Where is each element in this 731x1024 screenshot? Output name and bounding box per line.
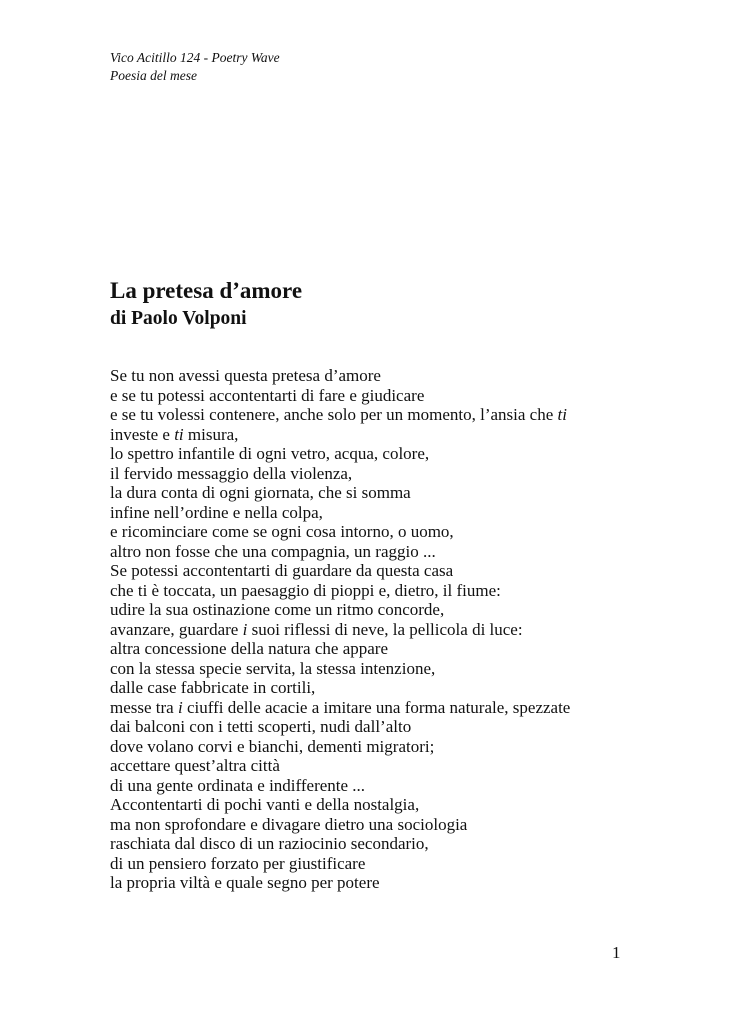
document-header [110,49,280,85]
poem-line-italic-segment: ti [174,424,184,444]
title-block [110,276,302,332]
poem-line-segment: investe e [110,424,175,444]
poem-line [110,600,710,620]
poem-line [110,444,710,464]
poem-line [110,776,710,796]
poem-line-segment: e se tu volessi contenere, anche solo per un momento, l’ansia che [110,405,558,424]
poem-line [110,386,710,406]
poem-line-segment: ciuffi delle acacie a imitare una forma naturale, spezzate [182,697,571,717]
poem-line [110,561,710,581]
poem-line [110,542,710,562]
poem-line [110,620,710,640]
header-section: Poesia del mese [110,68,197,83]
poem-line [110,464,710,484]
poem-line [110,834,710,854]
poem-line-segment: Se tu non avessi questa pretesa d’amore [110,366,381,385]
poem-line-segment: la dura conta di ogni giornata, che si somma [110,483,411,502]
poem-line-segment: altra concessione della natura che appare [110,639,388,658]
poem-line [110,522,710,542]
poem-line [110,425,710,445]
poem-line-segment: Se potessi accontentarti di guardare da questa casa [110,561,454,580]
poem-line [110,639,710,659]
poem-line-segment: e se tu potessi accontentarti di fare e giudicare [110,385,425,405]
poem-line-segment: che ti è toccata, un paesaggio di pioppi e, dietro, il fiume: [110,580,501,600]
poem-author: di Paolo Volponi [110,308,247,329]
poem-line [110,795,710,815]
poem-line-segment: altro non fosse che una compagnia, un raggio ... [110,541,436,561]
poem-line [110,366,710,386]
poem-line-segment: con la stessa specie servita, la stessa intenzione, [110,658,436,678]
poem-line [110,405,710,425]
poem-line-segment: suoi riflessi di neve, la pellicola di luce: [247,619,523,639]
poem-line [110,854,710,874]
poem-line-segment: raschiata dal disco di un raziocinio secondario, [110,834,429,853]
poem-line-italic-segment: ti [557,405,567,424]
poem-line [110,717,710,737]
poem-line [110,873,710,893]
poem-line-segment: ma non sprofondare e divagare dietro una sociologia [110,814,468,834]
poem-line [110,756,710,776]
poem-line-segment: udire la sua ostinazione come un ritmo concorde, [110,600,445,619]
poem-line [110,698,710,718]
poem-line [110,503,710,523]
poem-line-segment: la propria viltà e quale segno per potere [110,873,380,892]
header-publication: Vico Acitillo 124 - Poetry Wave [110,50,280,65]
poem-line-segment: infine nell’ordine e nella colpa, [110,502,323,522]
poem-line [110,815,710,835]
poem-line [110,659,710,679]
poem-line-segment: dai balconi con i tetti scoperti, nudi dall’alto [110,717,412,736]
page-number: 1 [612,943,621,962]
poem-line [110,678,710,698]
poem-line-segment: misura, [183,424,239,444]
poem-line-segment: di un pensiero forzato per giustificare [110,853,366,873]
poem-line-italic-segment: i [177,697,183,717]
poem-line-italic-segment: i [242,619,248,639]
poem-line-segment: dalle case fabbricate in cortili, [110,678,316,697]
poem-line [110,581,710,601]
poem-title: La pretesa d’amore [110,278,303,303]
poem-line-segment: messe tra [110,697,178,717]
poem-line-segment: e ricominciare come se ogni cosa intorno, o uomo, [110,522,454,541]
poem-line [110,737,710,757]
poem-body [110,366,710,893]
poem-line-segment: avanzare, guardare [110,619,243,639]
poem-line-segment: dove volano corvi e bianchi, dementi migratori; [110,736,435,756]
poem-line-segment: lo spettro infantile di ogni vetro, acqua, colore, [110,444,430,463]
poem-line [110,483,710,503]
poem-line-segment: accettare quest’altra città [110,756,280,775]
poem-line-segment: Accontentarti di pochi vanti e della nostalgia, [110,795,420,814]
poem-line-segment: di una gente ordinata e indifferente ... [110,775,366,795]
poem-line-segment: il fervido messaggio della violenza, [110,463,353,483]
